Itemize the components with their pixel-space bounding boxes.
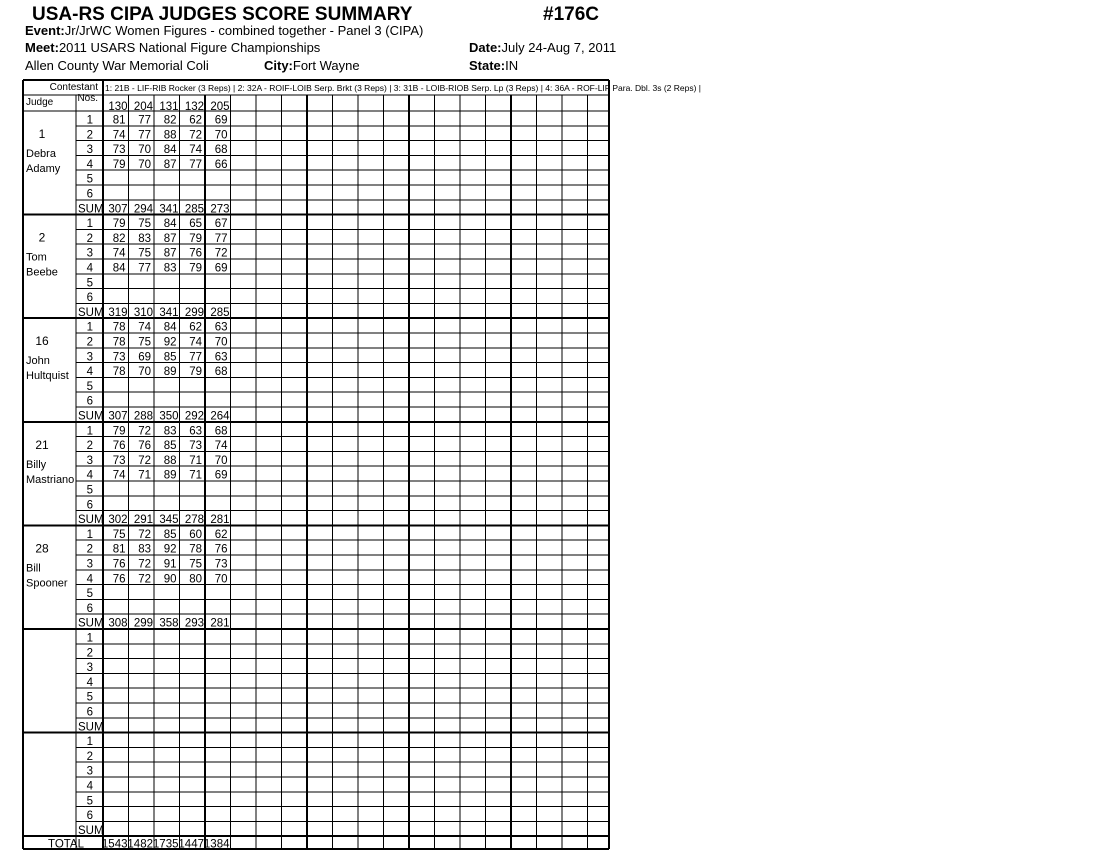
judge-last-name: Adamy [26,163,61,175]
city-label: City: [264,58,293,73]
score-cell: 70 [138,144,151,157]
score-cell: 75 [138,336,151,349]
judge-first-name: Debra [26,148,56,160]
score-cell: 74 [189,336,202,349]
score-cell: 77 [138,262,151,275]
meet-value: 2011 USARS National Figure Championships [58,40,321,55]
sum-cell: 292 [184,410,204,423]
score-cell: 68 [214,366,228,379]
judge-last-name: Hultquist [26,370,69,383]
score-cell: 79 [189,366,202,379]
sum-cell: 273 [210,203,230,216]
score-cell: 84 [163,321,177,334]
state-value: IN [505,58,519,73]
judge-number: 28 [35,541,49,556]
figure-row-label: 1 [86,114,93,127]
figure-row-label: 6 [86,395,93,408]
score-cell: 83 [163,425,177,438]
nos-label: Nos. [77,93,98,104]
sum-cell: 341 [159,203,179,216]
sum-cell: 345 [159,514,179,527]
score-cell: 69 [214,469,228,482]
figure-row-label: 1 [86,736,93,749]
sum-cell: 307 [108,203,128,216]
judge-number: 1 [38,127,46,141]
score-cell: 71 [138,469,151,482]
score-cell: 76 [189,247,202,260]
score-cell: 77 [189,351,202,364]
figure-row-label: 2 [86,543,93,556]
score-cell: 92 [163,543,177,556]
score-cell: 68 [214,144,228,157]
judge-number: 16 [35,334,49,349]
score-cell: 72 [138,528,151,541]
sum-label: SUM [78,721,104,734]
total-cell: 1482 [127,838,153,850]
score-cell: 74 [112,129,126,142]
figure-row-label: 5 [86,380,93,393]
sum-cell: 302 [108,514,128,527]
score-cell: 78 [189,543,202,556]
score-cell: 78 [112,366,126,379]
date-label: Date: [469,40,502,55]
score-cell: 79 [112,218,126,231]
score-cell: 87 [163,158,177,171]
score-cell: 87 [163,247,177,260]
contestant-number: 132 [184,101,204,113]
figure-row-label: 1 [86,321,93,334]
figure-row-label: 6 [86,706,93,719]
sum-cell: 308 [108,617,128,630]
score-cell: 73 [112,454,126,467]
figure-row-label: 2 [86,129,93,142]
score-cell: 76 [112,573,126,586]
figure-row-label: 2 [86,647,93,660]
total-label: TOTAL [48,838,84,850]
figure-row-label: 3 [86,765,93,778]
figure-row-label: 3 [86,662,93,675]
score-cell: 77 [214,232,228,245]
figure-row-label: 4 [86,262,93,275]
event-value: Jr/JrWC Women Figures - combined together - Panel 3 (CIPA) [64,23,424,38]
score-cell: 92 [163,336,177,349]
figure-row-label: 6 [86,499,93,512]
sum-cell: 285 [184,203,204,216]
sum-cell: 285 [210,306,230,319]
score-cell: 74 [214,440,228,453]
sum-cell: 341 [159,306,179,319]
sum-cell: 358 [159,617,179,630]
score-cell: 62 [214,528,228,541]
sum-cell: 288 [133,410,153,423]
venue-value: Allen County War Memorial Coli [25,58,209,73]
score-cell: 76 [138,440,151,453]
score-cell: 74 [112,247,126,260]
figure-row-label: 1 [86,218,93,231]
score-cell: 78 [112,321,126,334]
score-cell: 70 [138,158,151,171]
sum-cell: 281 [210,514,230,527]
figure-row-label: 5 [86,173,93,186]
figure-row-label: 3 [86,558,93,571]
score-cell: 74 [189,144,202,157]
sum-label: SUM [78,410,104,423]
score-cell: 70 [138,366,151,379]
score-cell: 89 [163,469,177,482]
judge-first-name: Billy [26,458,47,471]
score-cell: 71 [189,454,202,467]
score-cell: 76 [214,543,228,556]
sum-cell: 278 [184,514,204,527]
score-cell: 85 [163,440,177,453]
score-cell: 78 [112,336,126,349]
score-cell: 73 [189,440,202,453]
score-cell: 83 [138,232,151,245]
judge-number: 2 [38,230,46,245]
total-cell: 1543 [101,838,128,850]
meet-label: Meet: [25,40,59,55]
score-cell: 85 [163,351,177,364]
score-cell: 79 [112,425,126,438]
score-cell: 62 [189,321,202,334]
figure-row-label: 6 [86,810,93,823]
score-cell: 60 [189,528,202,541]
figure-row-label: 5 [86,277,93,290]
figure-row-label: 4 [86,469,93,482]
score-cell: 79 [112,158,126,171]
score-cell: 74 [138,321,151,334]
city-value: Fort Wayne [292,58,360,73]
judge-last-name: Spooner [26,577,68,590]
score-cell: 84 [163,144,177,157]
contestant-number: 204 [133,101,153,113]
figure-row-label: 5 [86,691,93,704]
score-cell: 70 [214,573,228,586]
score-cell: 74 [112,469,126,482]
sum-cell: 281 [210,617,230,630]
contestant-number: 131 [159,101,179,113]
score-cell: 82 [112,232,126,245]
score-cell: 66 [214,158,228,171]
score-cell: 88 [163,129,177,142]
figure-row-label: 2 [86,440,93,453]
page-title: USA-RS CIPA JUDGES SCORE SUMMARY [32,4,413,25]
sum-label: SUM [78,306,104,319]
score-cell: 79 [189,262,202,275]
score-cell: 73 [112,144,126,157]
score-cell: 89 [163,366,177,379]
score-cell: 84 [112,262,126,275]
sheet-number: #176C [543,4,599,25]
figure-row-label: 5 [86,588,93,601]
score-cell: 77 [138,129,151,142]
score-cell: 81 [112,543,126,556]
score-cell: 75 [138,218,151,231]
figure-row-label: 5 [86,795,93,808]
sum-label: SUM [78,514,104,527]
sum-label: SUM [78,617,104,630]
figure-row-label: 4 [86,158,93,171]
total-cell: 1384 [203,838,230,850]
sum-cell: 307 [108,410,128,423]
figure-row-label: 4 [86,676,93,689]
score-cell: 63 [214,351,228,364]
figure-row-label: 3 [86,454,93,467]
score-cell: 63 [214,321,228,334]
sum-cell: 264 [210,410,230,423]
contestant-number: 130 [108,101,128,113]
score-cell: 87 [163,232,177,245]
score-cell: 68 [214,425,228,438]
score-cell: 72 [138,558,151,571]
score-cell: 80 [189,573,202,586]
score-cell: 73 [112,351,126,364]
sum-cell: 299 [133,617,153,630]
figure-row-label: 3 [86,144,93,157]
total-cell: 1447 [178,838,204,850]
figure-row-label: 4 [86,366,93,379]
judge-label: Judge [26,97,54,108]
sum-cell: 293 [184,617,204,630]
sum-label: SUM [78,824,104,837]
score-cell: 76 [112,440,126,453]
sum-cell: 294 [133,203,153,216]
score-cell: 69 [214,114,228,127]
figure-row-label: 2 [86,232,93,245]
score-cell: 73 [214,558,228,571]
state-label: State: [469,58,506,73]
score-cell: 70 [214,129,228,142]
judge-last-name: Beebe [26,266,58,279]
score-cell: 72 [214,247,228,260]
contestant-number: 205 [210,101,230,113]
score-cell: 84 [163,218,177,231]
score-cell: 79 [189,232,202,245]
score-cell: 81 [112,114,126,127]
score-cell: 72 [138,454,151,467]
score-cell: 72 [138,425,151,438]
sum-cell: 299 [184,306,204,319]
judge-first-name: John [26,355,50,368]
score-cell: 63 [189,425,202,438]
score-cell: 71 [189,469,202,482]
score-cell: 70 [214,454,228,467]
sum-cell: 319 [108,306,128,319]
figure-row-label: 5 [86,484,93,497]
score-cell: 85 [163,528,177,541]
score-cell: 72 [138,573,151,586]
figure-row-label: 2 [86,750,93,763]
figure-row-label: 1 [86,528,93,541]
score-cell: 75 [189,558,202,571]
score-cell: 83 [163,262,177,275]
date-value: July 24-Aug 7, 2011 [501,40,617,55]
figure-row-label: 2 [86,336,93,349]
figure-row-label: 3 [86,351,93,364]
score-cell: 90 [163,573,177,586]
figures-list: 1: 21B - LIF-RIB Rocker (3 Reps) | 2: 32A - ROIF-LOIB Serp. Brkt (3 Reps) | 3: 31B - LOIB-RIOB Serp. Lp (3 Reps) | 4: 36A - ROF-LIF Para. Dbl. 3s (2 Reps) | [105,83,702,93]
event-label: Event: [25,23,65,38]
judge-number: 21 [35,437,49,452]
judge-first-name: Bill [26,562,41,575]
contestant-label: Contestant [49,82,98,93]
figure-row-label: 1 [86,425,93,438]
score-cell: 77 [138,114,151,127]
score-cell: 67 [214,218,228,231]
total-cell: 1735 [152,838,179,850]
figure-row-label: 3 [86,247,93,260]
score-cell: 70 [214,336,228,349]
score-cell: 75 [112,528,126,541]
sum-cell: 350 [159,410,179,423]
judge-first-name: Tom [26,251,47,264]
score-cell: 69 [214,262,228,275]
score-cell: 76 [112,558,126,571]
figure-row-label: 6 [86,188,93,201]
sum-cell: 310 [133,306,153,319]
figure-row-label: 4 [86,573,93,586]
score-cell: 65 [189,218,202,231]
score-cell: 91 [163,558,177,571]
score-cell: 82 [163,114,177,127]
figure-row-label: 1 [86,632,93,645]
sum-cell: 291 [133,514,153,527]
score-cell: 77 [189,158,202,171]
sum-label: SUM [78,203,104,216]
score-cell: 83 [138,543,151,556]
score-cell: 62 [189,114,202,127]
score-cell: 75 [138,247,151,260]
figure-row-label: 6 [86,602,93,615]
score-cell: 88 [163,454,177,467]
figure-row-label: 4 [86,780,93,793]
judge-last-name: Mastriano [26,473,75,486]
score-cell: 72 [189,129,202,142]
score-cell: 69 [138,351,151,364]
figure-row-label: 6 [86,292,93,305]
